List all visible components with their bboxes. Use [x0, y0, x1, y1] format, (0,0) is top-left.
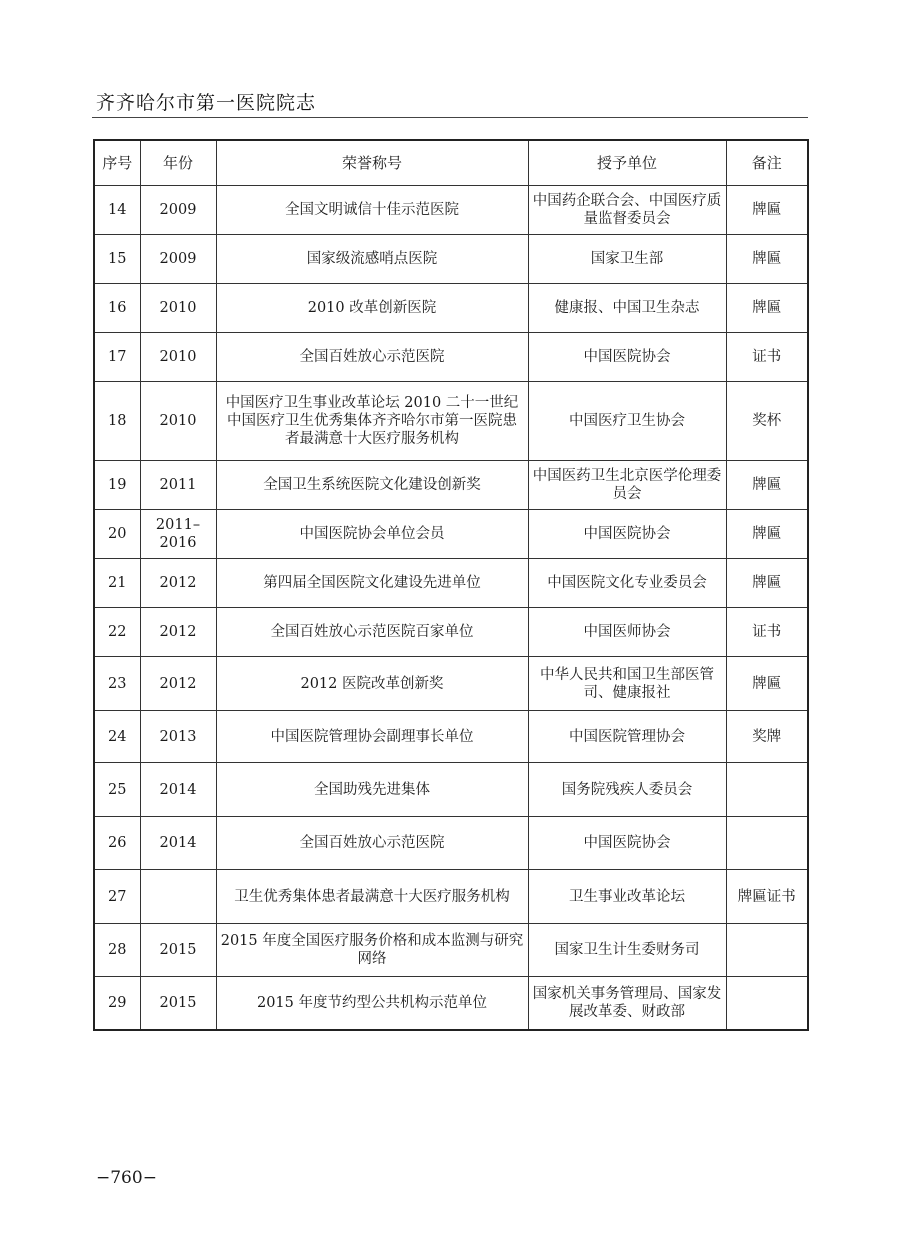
- table-row: [94, 186, 808, 235]
- row-number: 28: [94, 924, 140, 977]
- row-honor-title: 全国百姓放心示范医院: [216, 817, 528, 870]
- row-note: [726, 763, 808, 817]
- row-number: 23: [94, 657, 140, 711]
- row-number: 24: [94, 711, 140, 763]
- row-year: 2009: [140, 235, 216, 284]
- row-honor-title: 2015 年度全国医疗服务价格和成本监测与研究网络: [216, 924, 528, 977]
- row-honor-title: 全国卫生系统医院文化建设创新奖: [216, 461, 528, 510]
- row-granting-org: 中国医院协会: [528, 817, 726, 870]
- row-number: 29: [94, 977, 140, 1030]
- row-granting-org: 国务院残疾人委员会: [528, 763, 726, 817]
- row-honor-title: 第四届全国医院文化建设先进单位: [216, 559, 528, 608]
- row-note: 牌匾: [726, 461, 808, 510]
- column-header-title: 荣誉称号: [216, 140, 528, 186]
- table-row: [94, 711, 808, 763]
- row-granting-org: 中国医院协会: [528, 333, 726, 382]
- table-row: [94, 870, 808, 924]
- table-header-row: [94, 140, 808, 186]
- row-year: 2014: [140, 763, 216, 817]
- column-header-note: 备注: [726, 140, 808, 186]
- row-number: 26: [94, 817, 140, 870]
- row-granting-org: 中国医疗卫生协会: [528, 382, 726, 461]
- row-year: 2011: [140, 461, 216, 510]
- row-number: 20: [94, 510, 140, 559]
- row-year: 2012: [140, 559, 216, 608]
- row-honor-title: 2015 年度节约型公共机构示范单位: [216, 977, 528, 1030]
- row-granting-org: 中国医院管理协会: [528, 711, 726, 763]
- table-row: [94, 977, 808, 1030]
- row-note: 牌匾: [726, 235, 808, 284]
- row-number: 22: [94, 608, 140, 657]
- row-granting-org: 中国医师协会: [528, 608, 726, 657]
- row-number: 27: [94, 870, 140, 924]
- row-number: 14: [94, 186, 140, 235]
- row-note: 牌匾: [726, 186, 808, 235]
- row-note: 牌匾证书: [726, 870, 808, 924]
- row-number: 19: [94, 461, 140, 510]
- row-granting-org: 国家卫生计生委财务司: [528, 924, 726, 977]
- row-granting-org: 中华人民共和国卫生部医管司、健康报社: [528, 657, 726, 711]
- row-year: 2015: [140, 924, 216, 977]
- honors-table: [93, 139, 809, 1031]
- row-granting-org: 卫生事业改革论坛: [528, 870, 726, 924]
- column-header-no: 序号: [94, 140, 140, 186]
- table-row: [94, 284, 808, 333]
- table-row: [94, 559, 808, 608]
- row-honor-title: 全国百姓放心示范医院百家单位: [216, 608, 528, 657]
- page-number: −760−: [96, 1168, 157, 1188]
- row-note: [726, 817, 808, 870]
- row-year: 2015: [140, 977, 216, 1030]
- row-note: 证书: [726, 608, 808, 657]
- row-note: 牌匾: [726, 510, 808, 559]
- row-honor-title: 全国文明诚信十佳示范医院: [216, 186, 528, 235]
- table-row: [94, 657, 808, 711]
- row-granting-org: 国家卫生部: [528, 235, 726, 284]
- column-header-year: 年份: [140, 140, 216, 186]
- row-note: 奖牌: [726, 711, 808, 763]
- row-granting-org: 中国医院文化专业委员会: [528, 559, 726, 608]
- row-honor-title: 中国医院管理协会副理事长单位: [216, 711, 528, 763]
- row-honor-title: 2012 医院改革创新奖: [216, 657, 528, 711]
- table-row: [94, 763, 808, 817]
- row-note: [726, 924, 808, 977]
- row-year: [140, 870, 216, 924]
- row-granting-org: 中国医院协会: [528, 510, 726, 559]
- row-number: 25: [94, 763, 140, 817]
- table-row: [94, 235, 808, 284]
- header-divider: [92, 117, 808, 118]
- row-year: 2013: [140, 711, 216, 763]
- row-year: 2010: [140, 382, 216, 461]
- table-row: [94, 382, 808, 461]
- table-row: [94, 817, 808, 870]
- row-honor-title: 中国医疗卫生事业改革论坛 2010 二十一世纪中国医疗卫生优秀集体齐齐哈尔市第一医院患者最满意十大医疗服务机构: [216, 382, 528, 461]
- row-honor-title: 全国助残先进集体: [216, 763, 528, 817]
- row-granting-org: 健康报、中国卫生杂志: [528, 284, 726, 333]
- column-header-org: 授予单位: [528, 140, 726, 186]
- row-year: 2010: [140, 284, 216, 333]
- row-note: [726, 977, 808, 1030]
- row-number: 21: [94, 559, 140, 608]
- row-year: 2009: [140, 186, 216, 235]
- row-honor-title: 卫生优秀集体患者最满意十大医疗服务机构: [216, 870, 528, 924]
- row-note: 牌匾: [726, 559, 808, 608]
- row-honor-title: 国家级流感哨点医院: [216, 235, 528, 284]
- row-granting-org: 国家机关事务管理局、国家发展改革委、财政部: [528, 977, 726, 1030]
- row-granting-org: 中国医药卫生北京医学伦理委员会: [528, 461, 726, 510]
- row-year: 2011–2016: [140, 510, 216, 559]
- table-row: [94, 510, 808, 559]
- row-year: 2012: [140, 657, 216, 711]
- row-granting-org: 中国药企联合会、中国医疗质量监督委员会: [528, 186, 726, 235]
- table-row: [94, 924, 808, 977]
- row-note: 牌匾: [726, 284, 808, 333]
- row-year: 2014: [140, 817, 216, 870]
- row-number: 17: [94, 333, 140, 382]
- table-row: [94, 461, 808, 510]
- row-note: 奖杯: [726, 382, 808, 461]
- table-row: [94, 608, 808, 657]
- row-number: 18: [94, 382, 140, 461]
- row-note: 牌匾: [726, 657, 808, 711]
- row-year: 2012: [140, 608, 216, 657]
- row-number: 15: [94, 235, 140, 284]
- row-note: 证书: [726, 333, 808, 382]
- row-honor-title: 中国医院协会单位会员: [216, 510, 528, 559]
- page-header-title: 齐齐哈尔市第一医院院志: [96, 92, 317, 114]
- row-honor-title: 2010 改革创新医院: [216, 284, 528, 333]
- table-row: [94, 333, 808, 382]
- row-year: 2010: [140, 333, 216, 382]
- row-number: 16: [94, 284, 140, 333]
- row-honor-title: 全国百姓放心示范医院: [216, 333, 528, 382]
